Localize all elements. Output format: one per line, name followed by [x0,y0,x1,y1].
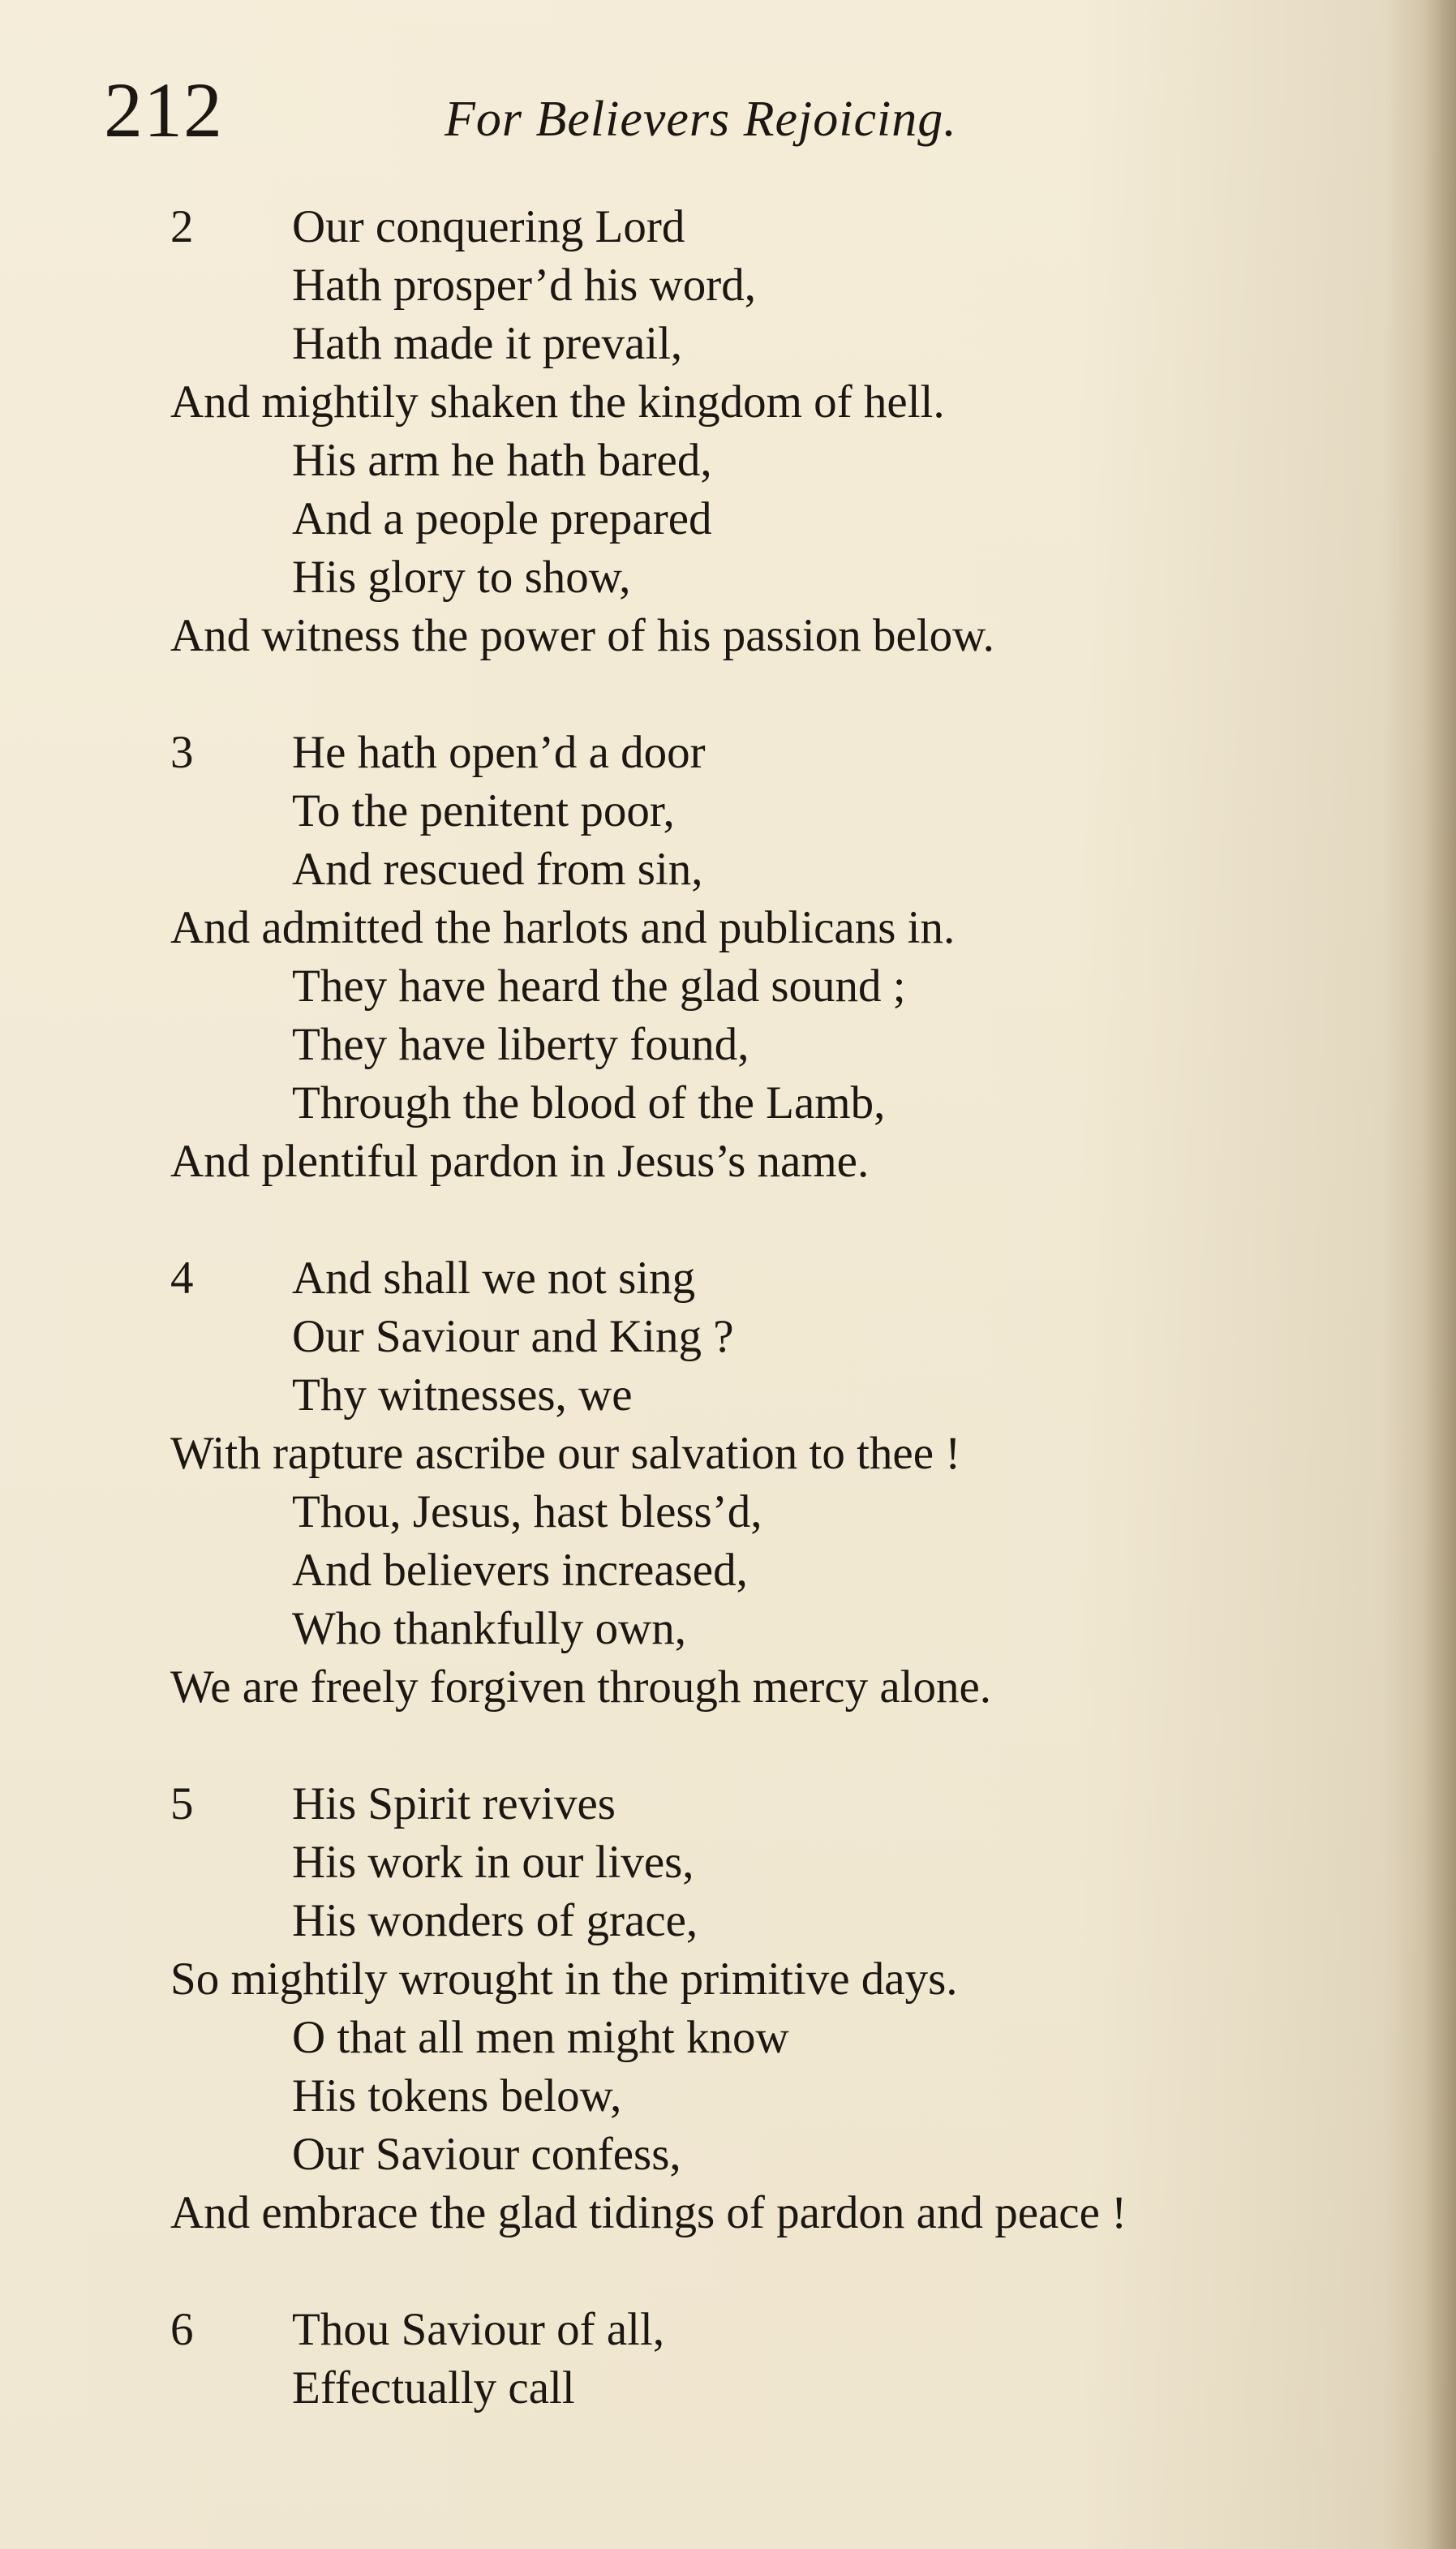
stanza-line: With rapture ascribe our salvation to thee ! [170,1428,961,1479]
stanza-line: And embrace the glad tidings of pardon and peace ! [170,2187,1127,2238]
stanza-line: Hath prosper’d his word, [292,260,757,311]
stanza-line: And admitted the harlots and publicans in. [170,902,956,953]
stanza-3 [170,724,1403,1191]
stanza-line [170,198,1403,256]
stanza-line: And witness the power of his passion below. [170,610,994,661]
stanza-line: And a people prepared [292,493,712,544]
stanza-line: O that all men might know [292,2012,789,2063]
stanza-line: We are freely forgiven through mercy alone. [170,1661,992,1713]
line-text: Our conquering Lord [292,201,685,252]
stanza-line [170,724,1403,782]
stanza-line: They have heard the glad sound ; [292,961,906,1012]
line-text: His Spirit revives [292,1778,616,1829]
hymn-text [170,198,1403,2418]
line-text: Thou Saviour of all, [292,2304,665,2355]
stanza-line [170,1775,1403,1833]
stanza-line: Thou, Jesus, hast bless’d, [292,1486,762,1537]
stanza-line: Through the blood of the Lamb, [292,1077,886,1128]
page-number: 212 [104,67,223,153]
stanza-line: And plentiful pardon in Jesus’s name. [170,1136,870,1187]
stanza-line [170,2301,1403,2359]
verse-number: 5 [170,1778,194,1829]
stanza-4 [170,1249,1403,1717]
stanza-line: Effectually call [292,2362,575,2414]
running-title: For Believers Rejoicing. [445,92,957,147]
line-text: He hath open’d a door [292,727,706,778]
stanza-line: Hath made it prevail, [292,318,683,369]
stanza-6 [170,2301,1403,2418]
page-header [104,67,1093,161]
stanza-line: To the penitent poor, [292,785,675,836]
stanza-line: And rescued from sin, [292,844,703,895]
stanza-line: His work in our lives, [292,1837,694,1888]
verse-number: 4 [170,1253,194,1304]
stanza-line: His wonders of grace, [292,1895,698,1946]
stanza-line: His arm he hath bared, [292,435,712,486]
stanza-line: Our Saviour and King ? [292,1311,734,1362]
verse-number: 2 [170,201,194,252]
stanza-line [170,1249,1403,1308]
verse-number: 6 [170,2304,194,2355]
stanza-line: Our Saviour confess, [292,2129,681,2180]
stanza-line: His glory to show, [292,552,631,603]
line-text: And shall we not sing [292,1253,696,1304]
stanza-5 [170,1775,1403,2242]
stanza-line: And believers increased, [292,1545,748,1596]
stanza-line: Thy witnesses, we [292,1369,633,1421]
stanza-line: They have liberty found, [292,1019,749,1070]
stanza-line: His tokens below, [292,2070,622,2121]
stanza-line: Who thankfully own, [292,1603,687,1654]
stanza-line: And mightily shaken the kingdom of hell. [170,376,945,428]
stanza-line: So mightily wrought in the primitive days. [170,1954,958,2005]
verse-number: 3 [170,727,194,778]
stanza-2 [170,198,1403,665]
